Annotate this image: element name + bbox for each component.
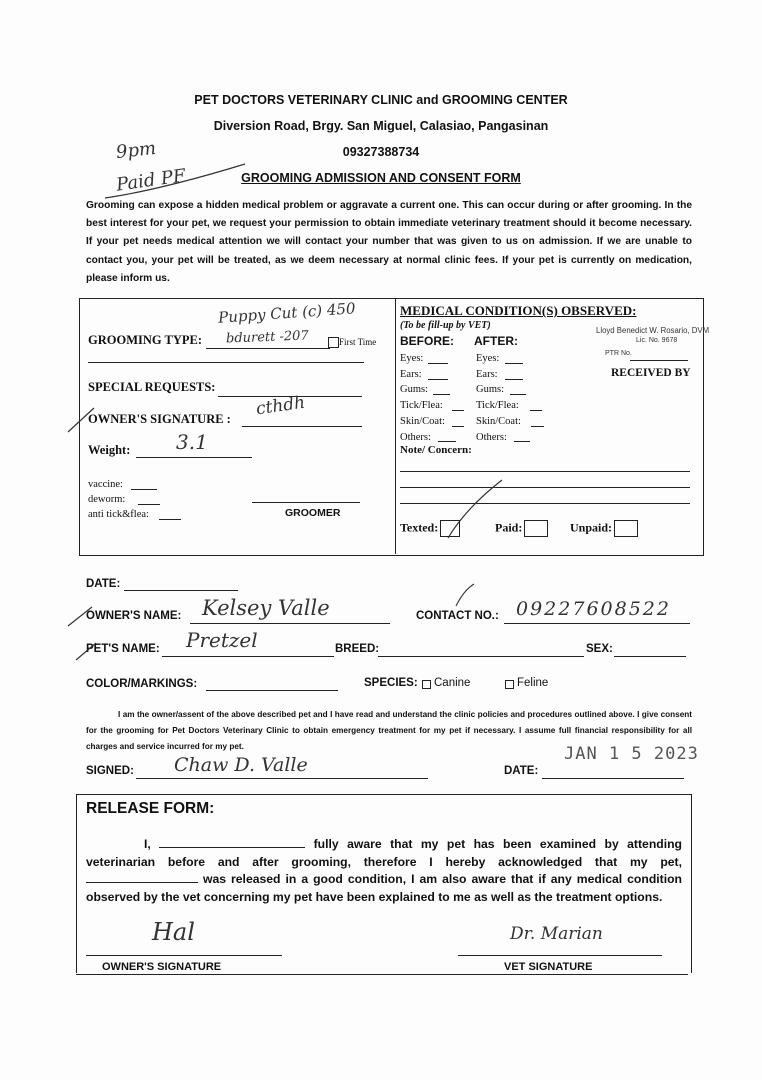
before-eyes: Eyes: — [400, 353, 424, 364]
texted-label: Texted: — [400, 520, 439, 535]
before-gums: Gums: — [400, 384, 429, 396]
blank-before-ears — [428, 379, 448, 380]
contact-label: CONTACT NO.: — [416, 610, 499, 622]
clinic-address: Diversion Road, Brgy. San Miguel, Calasiao, Pangasinan — [213, 119, 549, 133]
release-text-1: fully aware that my pet has been examined by attending veterinarian before and after grooming, therefore I hereby acknowledged that my pet, — [86, 837, 682, 869]
pet-check-mark — [74, 640, 98, 662]
before-label: BEFORE: — [400, 334, 454, 348]
species-label: SPECIES: — [364, 677, 418, 689]
grooming-type-label: GROOMING TYPE: — [88, 333, 203, 347]
handwritten-strike — [100, 160, 250, 200]
anti-tick-line — [159, 519, 181, 520]
check-mark — [66, 404, 96, 434]
vet-stamp-license: Lic. No. 9678 — [636, 337, 678, 344]
form-title: GROOMING ADMISSION AND CONSENT FORM — [241, 171, 521, 185]
after-eyes: Eyes: — [476, 353, 500, 364]
blank-after-skin — [531, 426, 544, 427]
medical-subtitle: (To be fill-up by VET) — [400, 320, 491, 331]
consent-paragraph: I am the owner/assent of the above described pet and I have read and understand the clinic policies and procedures outlined above. I give consent for the grooming for Pet Doctors Veterinary Clinic to obtain emergency treatment for my pet if necessary. I assume full financial responsibility for all charges and service incurred for my pet. — [86, 710, 692, 751]
handwritten-owner-name: Kelsey Valle — [202, 596, 330, 620]
before-others: Others: — [400, 431, 431, 443]
owner-signature-label: OWNER'S SIGNATURE : — [88, 412, 231, 426]
feline-label: Feline — [517, 677, 549, 689]
breed-label: BREED: — [335, 643, 380, 655]
handwritten-time-note: 9pm — [115, 137, 158, 164]
grooming-type-line — [206, 348, 330, 349]
anti-tick-label: anti tick&flea: — [88, 509, 149, 520]
unpaid-label: Unpaid: — [570, 520, 613, 535]
owner-sig-label: OWNER'S SIGNATURE — [102, 961, 222, 973]
blank-after-eyes — [505, 363, 523, 364]
after-skin-coat: Skin/Coat: — [476, 415, 521, 427]
contact-line — [504, 623, 690, 624]
owner-name-line — [190, 623, 390, 624]
vet-stamp-ptr: PTR No. — [605, 350, 632, 357]
before-skin-coat: Skin/Coat: — [400, 415, 445, 427]
breed-line — [378, 656, 584, 657]
blank-before-others — [438, 441, 456, 442]
owner-signature-line — [242, 426, 362, 427]
paid-field — [495, 520, 548, 537]
blank-before-eyes — [428, 363, 448, 364]
note-line-3 — [400, 503, 690, 504]
date-stamp: JAN 1 5 2023 — [564, 744, 699, 764]
clinic-name: PET DOCTORS VETERINARY CLINIC and GROOMING CENTER — [194, 93, 568, 107]
blank-before-gums — [433, 394, 450, 395]
handwritten-signature: cthdh — [254, 392, 307, 420]
vet-sig-label: VET SIGNATURE — [504, 961, 593, 973]
release-text-2: was released in a good condition, I am also aware that if any medical condition observed by the vet concerning my pet have been explained to me as well as the treatment options. — [86, 872, 682, 904]
groomer-line — [252, 502, 360, 503]
deworm-line — [138, 504, 160, 505]
date-line — [124, 590, 238, 591]
owner-check-mark — [66, 604, 94, 628]
after-ears: Ears: — [476, 368, 498, 380]
vet-sig-line — [458, 955, 662, 956]
texted-field — [400, 520, 460, 537]
color-markings-label: COLOR/MARKINGS: — [86, 678, 198, 690]
release-title: RELEASE FORM: — [86, 800, 215, 817]
blank-after-ears — [505, 379, 523, 380]
intro-paragraph: Grooming can expose a hidden medical problem or aggravate a current one. This can occur during or after grooming. In the best interest for your pet, we request your permission to obtain immediate veterinary treatment should it become necessary. If your pet needs medical attention we will contact your number that was given to us on admission. If we are unable to contact you, your pet will be treated, as we deem necessary at normal clinic fees. If your pet is currently on medication, please inform us. — [86, 200, 692, 284]
unpaid-field — [570, 520, 638, 537]
note-line-2 — [400, 487, 690, 488]
blank-before-tick — [452, 410, 464, 411]
before-tick-flea: Tick/Flea: — [400, 400, 443, 412]
weight-line — [136, 457, 252, 458]
weight-label: Weight: — [88, 443, 131, 457]
signed-date-label: DATE: — [504, 765, 539, 777]
handwritten-grooming-type: Puppy Cut (c) 450 — [217, 299, 357, 327]
before-ears: Ears: — [400, 368, 422, 380]
vaccine-label: vaccine: — [88, 479, 123, 490]
handwritten-owner-sig: Hal — [152, 918, 195, 946]
owner-name-label: OWNER'S NAME: — [86, 610, 182, 622]
note-line-1 — [400, 471, 690, 472]
handwritten-signed: Chaw D. Valle — [174, 754, 308, 776]
texted-checkbox[interactable] — [440, 520, 460, 537]
paid-label: Paid: — [495, 520, 523, 535]
release-bottom-line — [76, 974, 688, 975]
first-time-checkbox[interactable] — [328, 337, 339, 348]
sex-line — [614, 656, 686, 657]
pet-name-line — [162, 656, 334, 657]
canine-label: Canine — [434, 677, 471, 689]
contact-pen-mark — [454, 582, 476, 608]
clinic-phone: 09327388734 — [342, 145, 420, 159]
after-label: AFTER: — [474, 334, 518, 348]
after-tick-flea: Tick/Flea: — [476, 400, 519, 412]
handwritten-vet-sig: Dr. Marian — [510, 924, 603, 944]
note-concern-label: Note/ Concern: — [400, 444, 472, 456]
vaccine-line — [131, 489, 157, 490]
signed-label: SIGNED: — [86, 765, 134, 777]
groomer-label: GROOMER — [285, 507, 341, 519]
feline-checkbox[interactable] — [505, 680, 514, 689]
blank-after-others — [514, 441, 530, 442]
first-time-label: First Time — [339, 337, 377, 347]
special-requests-label: SPECIAL REQUESTS: — [88, 380, 216, 394]
handwritten-grooming-type-2: bdurett -207 — [225, 328, 309, 347]
vet-stamp-name: Lloyd Benedict W. Rosario, DVM — [596, 326, 710, 335]
box-divider — [395, 298, 396, 554]
release-paragraph — [86, 836, 682, 906]
before-list — [400, 351, 445, 445]
vet-stamp-ptr-line — [630, 360, 688, 361]
received-by-label: RECEIVED BY — [611, 367, 691, 379]
release-name-blank — [159, 836, 305, 848]
blank-before-skin — [452, 426, 464, 427]
unpaid-checkbox[interactable] — [614, 520, 638, 537]
after-list — [476, 351, 521, 445]
handwritten-weight: 3.1 — [176, 430, 208, 454]
release-pet-blank — [86, 871, 198, 883]
pet-name-label: PET'S NAME: — [86, 643, 160, 655]
after-others: Others: — [476, 431, 507, 443]
handwritten-contact: 09227608522 — [516, 598, 671, 620]
handwritten-pet-name: Pretzel — [186, 628, 258, 652]
date-label: DATE: — [86, 578, 121, 590]
handwritten-paid-note: Paid PF — [114, 165, 187, 196]
blank-after-tick — [530, 410, 542, 411]
owner-sig-line — [86, 955, 282, 956]
color-markings-line — [206, 690, 338, 691]
grooming-type-extra-line — [88, 362, 364, 363]
paid-checkbox[interactable] — [524, 520, 548, 537]
after-gums: Gums: — [476, 384, 505, 396]
signed-date-line — [542, 778, 684, 779]
blank-after-gums — [510, 394, 526, 395]
deworm-label: deworm: — [88, 494, 126, 505]
signed-line — [136, 778, 428, 779]
canine-checkbox[interactable] — [422, 680, 431, 689]
release-i: I, — [144, 837, 151, 851]
medical-title: MEDICAL CONDITION(S) OBSERVED: — [400, 303, 637, 318]
sex-label: SEX: — [586, 643, 613, 655]
